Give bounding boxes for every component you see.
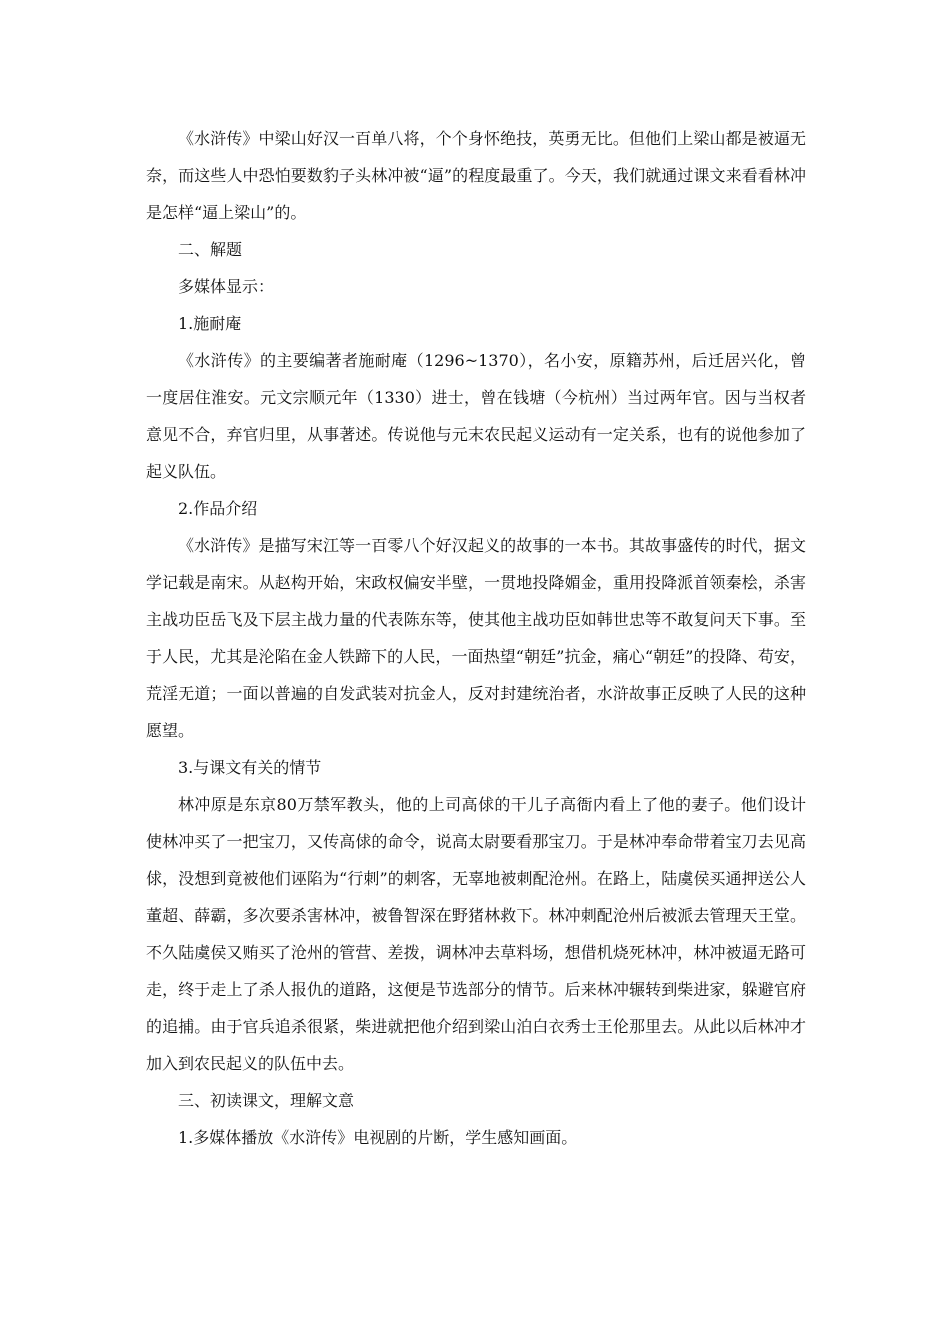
document-page xyxy=(146,120,806,1156)
section-heading-jieti: 二、解题 xyxy=(178,240,243,259)
plot-paragraph: 林冲原是东京80万禁军教头，他的上司高俅的干儿子高衙内看上了他的妻子。他们设计使林冲买了一把宝刀，又传高俅的命令，说高太尉要看那宝刀。于是林冲奉命带着宝刀去见高俅，没想到竟被他们诬陷为“行刺”的刺客，无辜地被刺配沧州。在路上，陆虞侯买通押送公人董超、薛霸，多次要杀害林冲，被鲁智深在野猪林救下。林冲刺配沧州后被派去管理天王堂。不久陆虞侯又贿买了沧州的管营、差拨，调林冲去草料场，想借机烧死林冲，林冲被逼无路可走，终于走上了杀人报仇的道路，这便是节选部分的情节。后来林冲辗转到柴进家，躲避官府的追捕。由于官兵追杀很紧，柴进就把他介绍到梁山泊白衣秀士王伦那里去。从此以后林冲才加入到农民起义的队伍中去。 xyxy=(146,795,806,1073)
section-heading-first-reading: 三、初读课文，理解文意 xyxy=(178,1091,355,1110)
multimedia-label: 多媒体显示： xyxy=(178,277,275,296)
item-heading-author: 1.施耐庵 xyxy=(178,314,242,333)
work-intro-paragraph: 《水浒传》是描写宋江等一百零八个好汉起义的故事的一本书。其故事盛传的时代，据文学记载是南宋。从赵构开始，宋政权偏安半壁，一贯地投降媚金，重用投降派首领秦桧，杀害主战功臣岳飞及下层主战力量的代表陈东等，使其他主战功臣如韩世忠等不敢复问天下事。至于人民，尤其是沦陷在金人铁蹄下的人民，一面热望“朝廷”抗金，痛心“朝廷”的投降、苟安，荒淫无道；一面以普遍的自发武装对抗金人，反对封建统治者，水浒故事正反映了人民的这种愿望。 xyxy=(146,536,806,740)
first-reading-item: 1.多媒体播放《水浒传》电视剧的片断，学生感知画面。 xyxy=(178,1128,578,1147)
author-paragraph: 《水浒传》的主要编著者施耐庵（1296~1370），名小安，原籍苏州，后迁居兴化，曾一度居住淮安。元文宗顺元年（1330）进士，曾在钱塘（今杭州）当过两年官。因与当权者意见不合，弃官归里，从事著述。传说他与元末农民起义运动有一定关系，也有的说他参加了起义队伍。 xyxy=(146,351,806,481)
item-heading-plot: 3.与课文有关的情节 xyxy=(178,758,322,777)
item-heading-work-intro: 2.作品介绍 xyxy=(178,499,258,518)
intro-paragraph: 《水浒传》中梁山好汉一百单八将，个个身怀绝技，英勇无比。但他们上梁山都是被逼无奈，而这些人中恐怕要数豹子头林冲被“逼”的程度最重了。今天，我们就通过课文来看看林冲是怎样“逼上梁山”的。 xyxy=(146,129,806,222)
